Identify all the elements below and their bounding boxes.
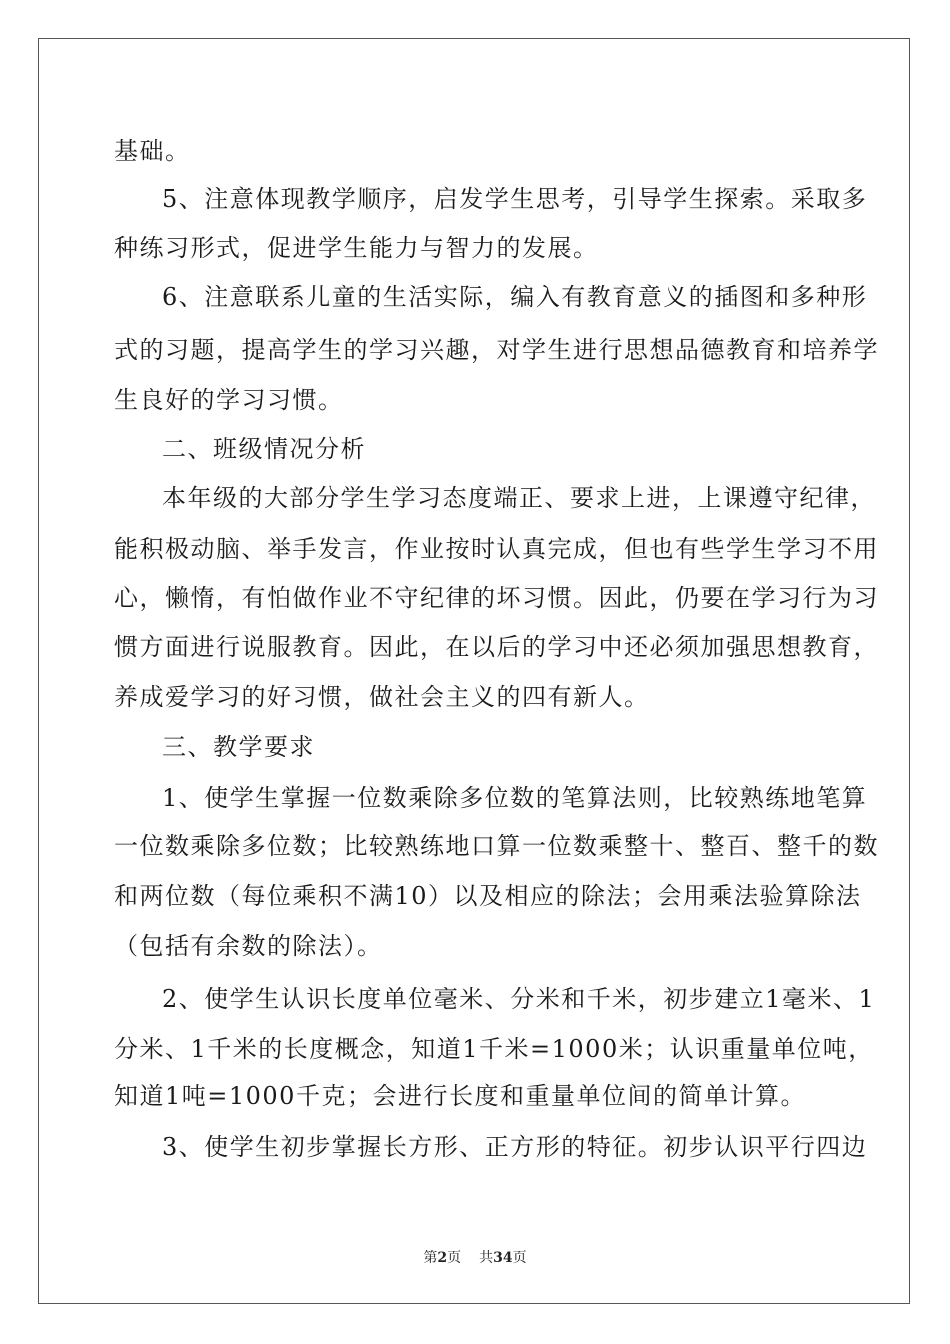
text-line: 一位数乘除多位数；比较熟练地口算一位数乘整十、整百、整千的数 xyxy=(114,832,879,860)
page-suffix: 页 xyxy=(447,1250,462,1266)
text-line: 种练习形式，促进学生能力与智力的发展。 xyxy=(114,234,599,262)
text-line: 3、使学生初步掌握长方形、正方形的特征。初步认识平行四边 xyxy=(162,1133,868,1161)
text-line: 和两位数（每位乘积不满10）以及相应的除法；会用乘法验算除法 xyxy=(114,882,862,910)
text-line: 5、注意体现教学顺序，启发学生思考，引导学生探索。采取多 xyxy=(162,185,868,213)
text-line: （包括有余数的除法）。 xyxy=(114,932,383,960)
text-line: 惯方面进行说服教育。因此，在以后的学习中还必须加强思想教育， xyxy=(114,633,879,661)
section-heading: 二、班级情况分析 xyxy=(162,435,366,463)
text-line: 6、注意联系儿童的生活实际，编入有教育意义的插图和多种形 xyxy=(162,283,868,311)
total-suffix: 页 xyxy=(512,1250,527,1266)
text-line: 知道1吨=1000千克；会进行长度和重量单位间的简单计算。 xyxy=(114,1082,806,1110)
text-line: 基础。 xyxy=(114,137,191,165)
page-number: 2 xyxy=(437,1250,448,1266)
text-line: 养成爱学习的好习惯，做社会主义的四有新人。 xyxy=(114,683,650,711)
total-prefix: 共 xyxy=(479,1250,494,1266)
text-line: 2、使学生认识长度单位毫米、分米和千米，初步建立1毫米、1 xyxy=(162,985,876,1013)
page-border xyxy=(38,38,910,1304)
total-pages: 34 xyxy=(493,1250,513,1266)
page-prefix: 第 xyxy=(423,1250,438,1266)
text-line: 分米、1千米的长度概念，知道1千米=1000米；认识重量单位吨， xyxy=(114,1035,874,1063)
text-line: 生良好的学习习惯。 xyxy=(114,386,344,414)
text-line: 1、使学生掌握一位数乘除多位数的笔算法则，比较熟练地笔算 xyxy=(162,784,868,812)
text-line: 式的习题，提高学生的学习兴趣，对学生进行思想品德教育和培养学 xyxy=(114,336,879,364)
text-line: 能积极动脑、举手发言，作业按时认真完成，但也有些学生学习不用 xyxy=(114,535,879,563)
page-footer xyxy=(0,1247,950,1267)
text-line: 心，懒惰，有怕做作业不守纪律的坏习惯。因此，仍要在学习行为习 xyxy=(114,584,879,612)
text-line: 本年级的大部分学生学习态度端正、要求上进，上课遵守纪律， xyxy=(162,484,876,512)
section-heading: 三、教学要求 xyxy=(162,733,315,761)
